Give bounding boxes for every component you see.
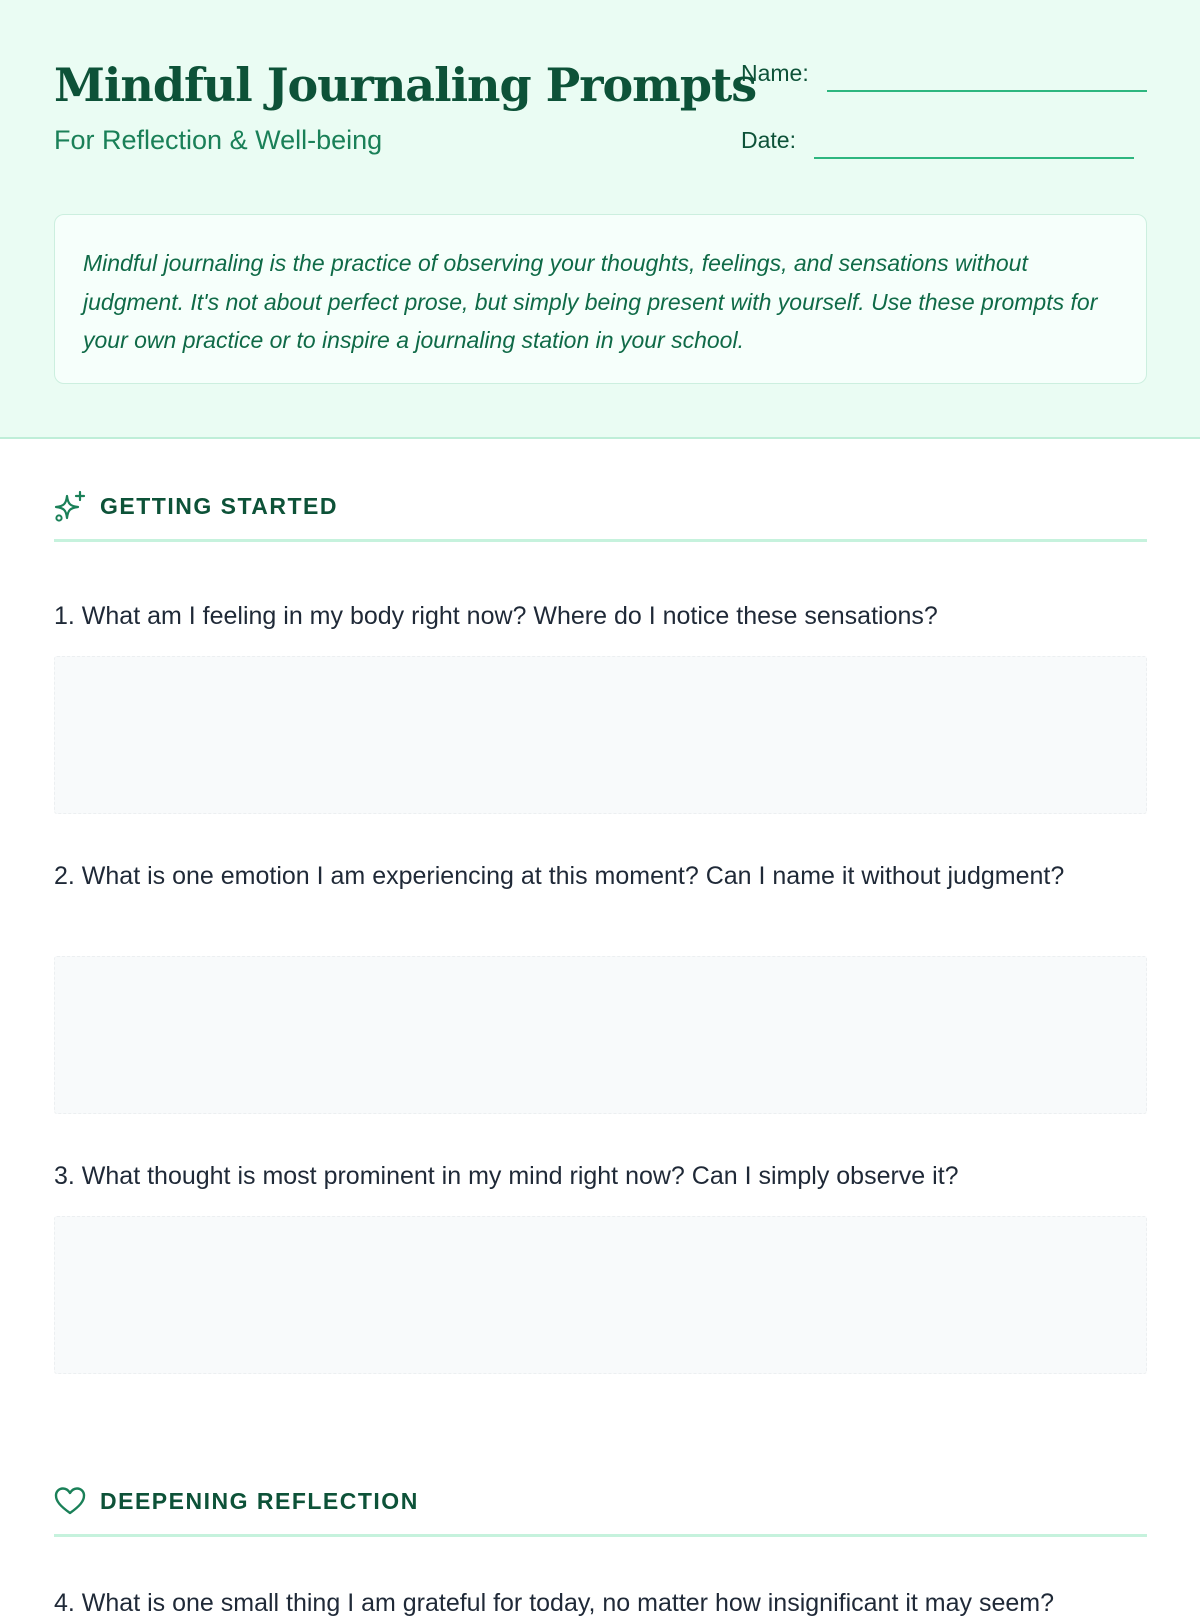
- date-label: Date:: [741, 127, 796, 153]
- page-subtitle: For Reflection & Well-being: [54, 125, 383, 155]
- answer-box-3[interactable]: [54, 1216, 1147, 1374]
- heart-icon: [54, 1485, 86, 1517]
- section-deepening-reflection: [54, 1485, 1147, 1537]
- section-title: GETTING STARTED: [100, 493, 339, 519]
- answer-box-1[interactable]: [54, 656, 1147, 814]
- answer-box-2[interactable]: [54, 956, 1147, 1114]
- prompt-2: 2. What is one emotion I am experiencing at this moment? Can I name it without judgment?: [54, 862, 1065, 890]
- section-title: DEEPENING REFLECTION: [100, 1488, 419, 1514]
- prompt-3: 3. What thought is most prominent in my mind right now? Can I simply observe it?: [54, 1162, 959, 1190]
- sparkles-icon: [54, 490, 86, 522]
- page-title: Mindful Journaling Prompts: [54, 58, 757, 112]
- intro-box: [54, 214, 1147, 384]
- prompt-4: 4. What is one small thing I am grateful for today, no matter how insignificant it may seem?: [54, 1589, 1054, 1617]
- name-field[interactable]: [827, 90, 1147, 92]
- prompt-1: 1. What am I feeling in my body right now? Where do I notice these sensations?: [54, 602, 938, 630]
- date-field[interactable]: [814, 157, 1134, 159]
- name-label: Name:: [741, 60, 809, 86]
- intro-text: Mindful journaling is the practice of observing your thoughts, feelings, and sensations without judgment. It's not about perfect prose, but simply being present with yourself. Use these prompts for your own practice or to inspire a journaling station in your school.: [83, 250, 1098, 353]
- page-header: [0, 0, 1200, 439]
- section-getting-started: [54, 490, 1147, 542]
